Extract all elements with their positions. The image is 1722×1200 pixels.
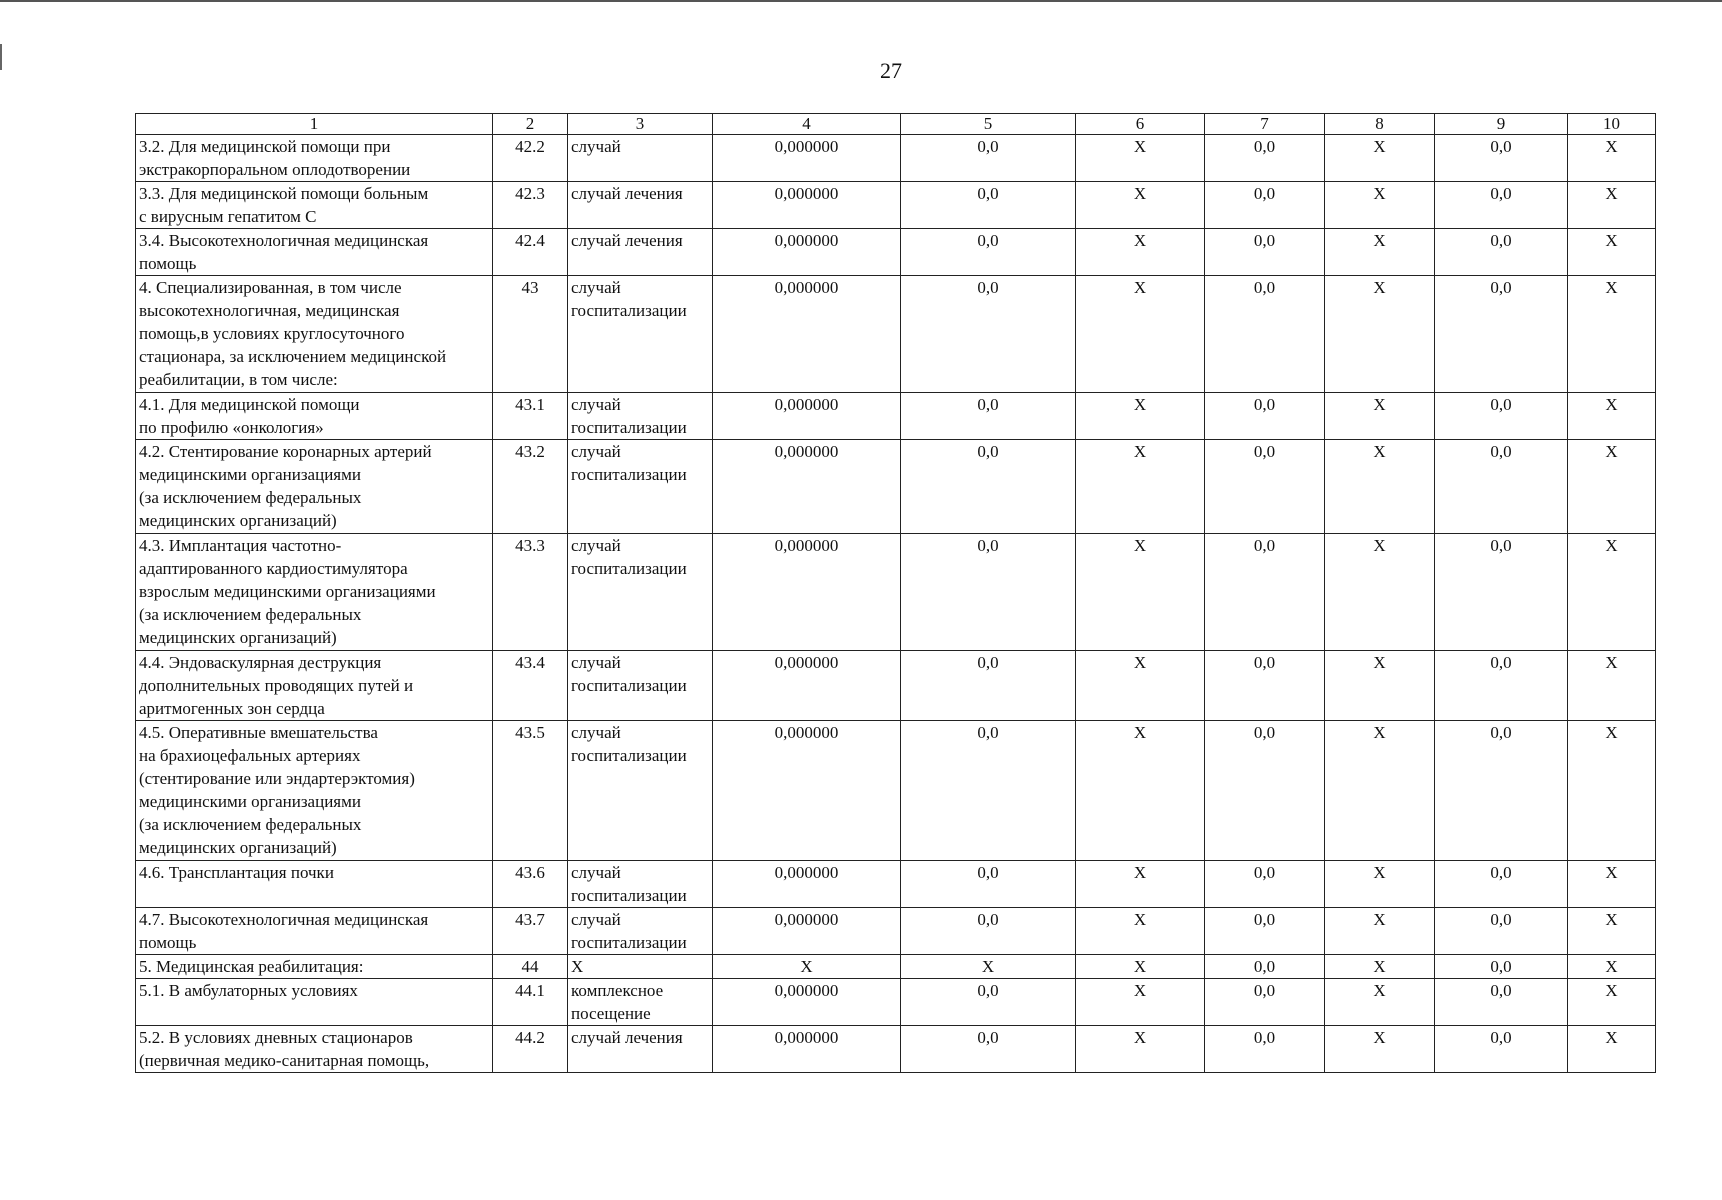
table-row	[136, 534, 1656, 651]
row-value-col6: X	[1076, 229, 1205, 276]
text-line: 3.2. Для медицинской помощи при	[139, 137, 391, 156]
text-line: экстракорпоральном оплодотворении	[139, 160, 411, 179]
row-value-col6: X	[1076, 393, 1205, 440]
text-line: случай	[571, 442, 621, 461]
table-row	[136, 229, 1656, 276]
row-unit-cell	[568, 651, 713, 721]
row-value-col9: 0,0	[1435, 229, 1568, 276]
row-value-col10: X	[1568, 861, 1656, 908]
row-value-col4: 0,000000	[713, 861, 901, 908]
row-value-col7: 0,0	[1205, 135, 1325, 182]
row-value-col4: 0,000000	[713, 1026, 901, 1073]
text-line: реабилитации, в том числе:	[139, 370, 338, 389]
row-value-col9: 0,0	[1435, 955, 1568, 979]
text-line: медицинских организаций)	[139, 838, 337, 857]
text-line: на брахиоцефальных артериях	[139, 746, 361, 765]
row-value-col8: X	[1325, 955, 1435, 979]
row-value-col6: X	[1076, 908, 1205, 955]
row-value-col10: X	[1568, 182, 1656, 229]
row-code-cell: 43.5	[493, 721, 568, 861]
row-code-cell: 44.1	[493, 979, 568, 1026]
row-value-col8: X	[1325, 276, 1435, 393]
text-line: 3.3. Для медицинской помощи больным	[139, 184, 429, 203]
row-value-col5: 0,0	[901, 182, 1076, 229]
row-value-col6: X	[1076, 651, 1205, 721]
row-value-col5: X	[901, 955, 1076, 979]
row-value-col6: X	[1076, 721, 1205, 861]
row-value-col4: 0,000000	[713, 979, 901, 1026]
text-line: (за исключением федеральных	[139, 815, 362, 834]
row-value-col5: 0,0	[901, 440, 1076, 534]
text-line: высокотехнологичная, медицинская	[139, 301, 400, 320]
text-line: дополнительных проводящих путей и	[139, 676, 414, 695]
row-code-cell: 43.6	[493, 861, 568, 908]
text-line: 5.1. В амбулаторных условиях	[139, 981, 358, 1000]
text-line: госпитализации	[571, 676, 687, 695]
text-line: (за исключением федеральных	[139, 488, 362, 507]
row-value-col4: 0,000000	[713, 651, 901, 721]
text-line: случай	[571, 536, 621, 555]
row-value-col4: 0,000000	[713, 534, 901, 651]
row-value-col7: 0,0	[1205, 393, 1325, 440]
row-unit-cell	[568, 721, 713, 861]
row-name-cell	[136, 534, 493, 651]
row-code-cell: 43.3	[493, 534, 568, 651]
row-value-col8: X	[1325, 979, 1435, 1026]
row-code-cell: 43.4	[493, 651, 568, 721]
text-line: медицинских организаций)	[139, 628, 337, 647]
row-value-col4: 0,000000	[713, 135, 901, 182]
scan-top-edge	[0, 0, 1722, 2]
row-name-cell	[136, 1026, 493, 1073]
text-line: адаптированного кардиостимулятора	[139, 559, 408, 578]
row-value-col9: 0,0	[1435, 1026, 1568, 1073]
table-row	[136, 979, 1656, 1026]
text-line: случай	[571, 653, 621, 672]
row-value-col5: 0,0	[901, 721, 1076, 861]
row-unit-cell	[568, 955, 713, 979]
row-value-col5: 0,0	[901, 135, 1076, 182]
row-value-col5: 0,0	[901, 1026, 1076, 1073]
row-value-col7: 0,0	[1205, 861, 1325, 908]
row-value-col5: 0,0	[901, 651, 1076, 721]
row-value-col8: X	[1325, 135, 1435, 182]
text-line: случай лечения	[571, 231, 683, 250]
column-header: 5	[901, 114, 1076, 135]
row-value-col8: X	[1325, 1026, 1435, 1073]
row-value-col5: 0,0	[901, 979, 1076, 1026]
row-value-col10: X	[1568, 651, 1656, 721]
row-value-col7: 0,0	[1205, 1026, 1325, 1073]
text-line: X	[571, 957, 584, 976]
text-line: аритмогенных зон сердца	[139, 699, 325, 718]
text-line: 4.7. Высокотехнологичная медицинская	[139, 910, 429, 929]
row-value-col9: 0,0	[1435, 440, 1568, 534]
text-line: 4.5. Оперативные вмешательства	[139, 723, 378, 742]
column-header: 6	[1076, 114, 1205, 135]
row-value-col10: X	[1568, 979, 1656, 1026]
row-value-col10: X	[1568, 721, 1656, 861]
row-value-col7: 0,0	[1205, 955, 1325, 979]
text-line: помощь	[139, 254, 197, 273]
text-line: случай лечения	[571, 1028, 683, 1047]
text-line: посещение	[571, 1004, 651, 1023]
table-row	[136, 955, 1656, 979]
row-value-col7: 0,0	[1205, 534, 1325, 651]
row-value-col10: X	[1568, 955, 1656, 979]
row-value-col10: X	[1568, 276, 1656, 393]
column-header: 9	[1435, 114, 1568, 135]
row-value-col7: 0,0	[1205, 440, 1325, 534]
row-unit-cell	[568, 182, 713, 229]
row-value-col6: X	[1076, 955, 1205, 979]
row-value-col9: 0,0	[1435, 276, 1568, 393]
row-unit-cell	[568, 979, 713, 1026]
row-value-col4: 0,000000	[713, 908, 901, 955]
text-line: случай	[571, 395, 621, 414]
column-header: 2	[493, 114, 568, 135]
page-number: 27	[880, 58, 902, 83]
text-line: стационара, за исключением медицинской	[139, 347, 447, 366]
text-line: госпитализации	[571, 933, 687, 952]
row-name-cell	[136, 229, 493, 276]
row-value-col7: 0,0	[1205, 276, 1325, 393]
row-code-cell: 42.2	[493, 135, 568, 182]
row-name-cell	[136, 979, 493, 1026]
text-line: госпитализации	[571, 886, 687, 905]
table-body	[136, 114, 1656, 1073]
text-line: 3.4. Высокотехнологичная медицинская	[139, 231, 429, 250]
text-line: случай	[571, 910, 621, 929]
table-row	[136, 393, 1656, 440]
text-line: госпитализации	[571, 746, 687, 765]
row-value-col8: X	[1325, 861, 1435, 908]
row-value-col7: 0,0	[1205, 651, 1325, 721]
row-name-cell	[136, 393, 493, 440]
row-value-col8: X	[1325, 651, 1435, 721]
text-line: 4.4. Эндоваскулярная деструкция	[139, 653, 382, 672]
row-code-cell: 43.1	[493, 393, 568, 440]
row-unit-cell	[568, 908, 713, 955]
column-header: 7	[1205, 114, 1325, 135]
row-name-cell	[136, 276, 493, 393]
row-value-col6: X	[1076, 861, 1205, 908]
row-value-col5: 0,0	[901, 229, 1076, 276]
table-row	[136, 651, 1656, 721]
row-value-col6: X	[1076, 1026, 1205, 1073]
text-line: случай	[571, 723, 621, 742]
row-value-col10: X	[1568, 440, 1656, 534]
row-value-col4: 0,000000	[713, 182, 901, 229]
row-value-col5: 0,0	[901, 908, 1076, 955]
row-unit-cell	[568, 440, 713, 534]
row-value-col5: 0,0	[901, 393, 1076, 440]
text-line: 4. Специализированная, в том числе	[139, 278, 402, 297]
column-header: 3	[568, 114, 713, 135]
text-line: случай	[571, 137, 621, 156]
row-value-col9: 0,0	[1435, 393, 1568, 440]
row-value-col8: X	[1325, 908, 1435, 955]
row-value-col8: X	[1325, 182, 1435, 229]
text-line: 4.3. Имплантация частотно-	[139, 536, 342, 555]
row-value-col5: 0,0	[901, 276, 1076, 393]
row-code-cell: 43.7	[493, 908, 568, 955]
row-value-col6: X	[1076, 182, 1205, 229]
text-line: госпитализации	[571, 418, 687, 437]
row-name-cell	[136, 135, 493, 182]
table-row	[136, 182, 1656, 229]
text-line: случай	[571, 278, 621, 297]
row-unit-cell	[568, 393, 713, 440]
row-value-col4: X	[713, 955, 901, 979]
row-unit-cell	[568, 1026, 713, 1073]
row-value-col8: X	[1325, 721, 1435, 861]
row-value-col5: 0,0	[901, 861, 1076, 908]
row-value-col10: X	[1568, 1026, 1656, 1073]
row-value-col4: 0,000000	[713, 440, 901, 534]
row-value-col7: 0,0	[1205, 721, 1325, 861]
row-value-col4: 0,000000	[713, 721, 901, 861]
row-name-cell	[136, 861, 493, 908]
table-row	[136, 721, 1656, 861]
row-value-col8: X	[1325, 393, 1435, 440]
text-line: помощь	[139, 933, 197, 952]
row-value-col5: 0,0	[901, 534, 1076, 651]
row-name-cell	[136, 182, 493, 229]
text-line: 5.2. В условиях дневных стационаров	[139, 1028, 413, 1047]
table-row	[136, 908, 1656, 955]
row-name-cell	[136, 908, 493, 955]
text-line: (стентирование или эндартерэктомия)	[139, 769, 415, 788]
row-unit-cell	[568, 229, 713, 276]
text-line: (за исключением федеральных	[139, 605, 362, 624]
row-code-cell: 44	[493, 955, 568, 979]
row-unit-cell	[568, 276, 713, 393]
row-name-cell	[136, 651, 493, 721]
row-value-col6: X	[1076, 534, 1205, 651]
row-code-cell: 42.3	[493, 182, 568, 229]
text-line: медицинских организаций)	[139, 511, 337, 530]
row-value-col4: 0,000000	[713, 276, 901, 393]
column-header: 1	[136, 114, 493, 135]
table-row	[136, 440, 1656, 534]
row-name-cell	[136, 440, 493, 534]
text-line: госпитализации	[571, 301, 687, 320]
row-code-cell: 43.2	[493, 440, 568, 534]
row-value-col8: X	[1325, 440, 1435, 534]
row-value-col6: X	[1076, 276, 1205, 393]
column-header: 10	[1568, 114, 1656, 135]
text-line: (первичная медико-санитарная помощь,	[139, 1051, 430, 1070]
row-code-cell: 43	[493, 276, 568, 393]
row-name-cell	[136, 955, 493, 979]
text-line: 4.2. Стентирование коронарных артерий	[139, 442, 432, 461]
table-row	[136, 276, 1656, 393]
row-value-col9: 0,0	[1435, 182, 1568, 229]
row-value-col10: X	[1568, 229, 1656, 276]
table-row	[136, 1026, 1656, 1073]
text-line: 4.6. Трансплантация почки	[139, 863, 334, 882]
text-line: госпитализации	[571, 465, 687, 484]
row-unit-cell	[568, 135, 713, 182]
row-code-cell: 42.4	[493, 229, 568, 276]
text-line: взрослым медицинскими организациями	[139, 582, 436, 601]
row-value-col4: 0,000000	[713, 393, 901, 440]
row-value-col10: X	[1568, 135, 1656, 182]
text-line: по профилю «онкология»	[139, 418, 324, 437]
row-unit-cell	[568, 861, 713, 908]
row-value-col9: 0,0	[1435, 135, 1568, 182]
text-line: с вирусным гепатитом С	[139, 207, 317, 226]
text-line: медицинскими организациями	[139, 465, 361, 484]
header-row	[136, 114, 1656, 135]
table-row	[136, 861, 1656, 908]
row-code-cell: 44.2	[493, 1026, 568, 1073]
row-value-col9: 0,0	[1435, 908, 1568, 955]
row-value-col7: 0,0	[1205, 979, 1325, 1026]
row-value-col7: 0,0	[1205, 182, 1325, 229]
text-line: случай лечения	[571, 184, 683, 203]
row-value-col9: 0,0	[1435, 651, 1568, 721]
row-value-col7: 0,0	[1205, 908, 1325, 955]
row-value-col6: X	[1076, 979, 1205, 1026]
row-value-col7: 0,0	[1205, 229, 1325, 276]
row-value-col9: 0,0	[1435, 979, 1568, 1026]
row-value-col8: X	[1325, 229, 1435, 276]
row-value-col9: 0,0	[1435, 534, 1568, 651]
text-line: 4.1. Для медицинской помощи	[139, 395, 360, 414]
row-value-col4: 0,000000	[713, 229, 901, 276]
row-unit-cell	[568, 534, 713, 651]
data-table	[135, 113, 1656, 1073]
row-value-col10: X	[1568, 908, 1656, 955]
text-line: 5. Медицинская реабилитация:	[139, 957, 364, 976]
row-value-col6: X	[1076, 440, 1205, 534]
row-value-col8: X	[1325, 534, 1435, 651]
row-value-col10: X	[1568, 393, 1656, 440]
text-line: госпитализации	[571, 559, 687, 578]
text-line: комплексное	[571, 981, 664, 1000]
text-line: помощь,в условиях круглосуточного	[139, 324, 405, 343]
row-value-col10: X	[1568, 534, 1656, 651]
row-name-cell	[136, 721, 493, 861]
row-value-col9: 0,0	[1435, 861, 1568, 908]
table-row	[136, 135, 1656, 182]
text-line: случай	[571, 863, 621, 882]
row-value-col9: 0,0	[1435, 721, 1568, 861]
column-header: 4	[713, 114, 901, 135]
row-value-col6: X	[1076, 135, 1205, 182]
text-line: медицинскими организациями	[139, 792, 361, 811]
column-header: 8	[1325, 114, 1435, 135]
